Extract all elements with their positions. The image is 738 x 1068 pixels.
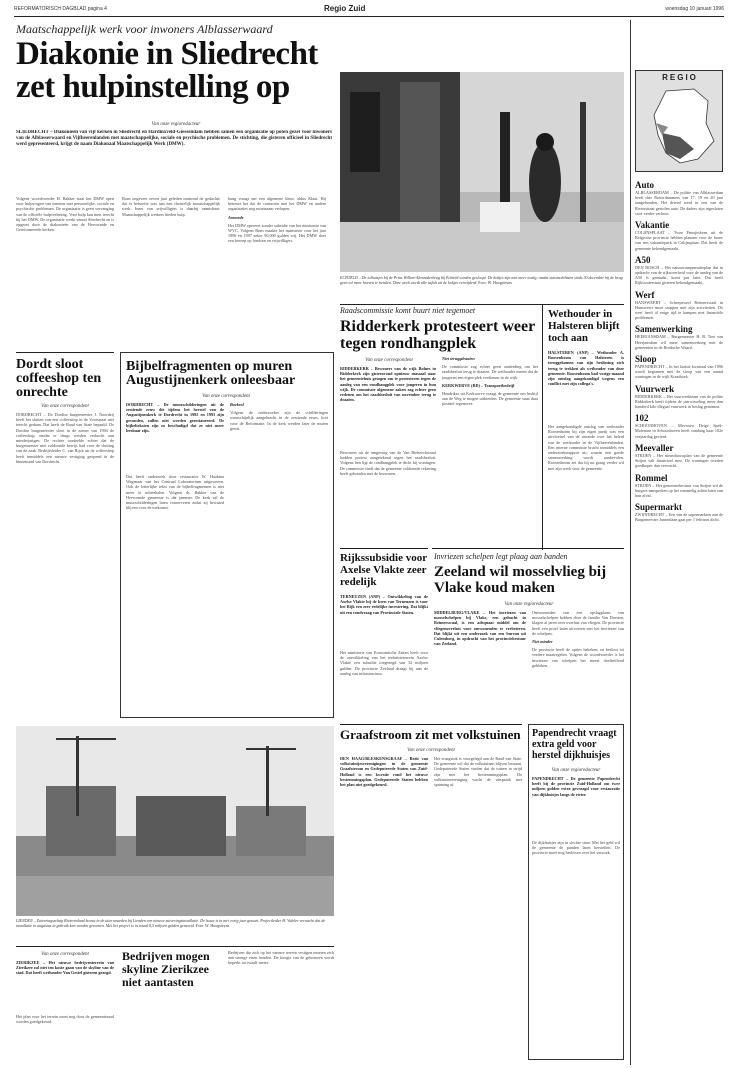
photo-tolhuisjes-credit: Foto: W. Hoogsteyns — [478, 280, 512, 285]
divider-graafstroom — [340, 724, 522, 725]
bijbel-subhead: Boekrol — [230, 402, 244, 407]
sidebar-news-title: Supermarkt — [635, 502, 682, 513]
lead-body-col3 — [228, 196, 326, 346]
sidebar-news-title: A50 — [635, 254, 651, 265]
sidebar-news-text: SCHOONHOVEN – Mevrouw Deige Spek-Molenaar in Schoonhoven heeft vandaag haar 102e verjaardag gevierd. — [635, 423, 723, 439]
sidebar-news-item — [635, 324, 723, 350]
header-rule — [14, 16, 724, 17]
zeeland-subhead: Niet minder — [532, 639, 553, 645]
sidebar-news-text: RIDDERKERK – Het vuurwerkteam van de politie Ridderkerk heeft tijdens de jaarwisseling meer dan honderd kilo illegaal vuurwerk in beslag genomen. — [635, 393, 723, 410]
sidebar-news-text: PAPENDRECHT – In het laatste kwartaal van 1996 wordt begonnen met de sloop van een aantal woningen in de wijk Kraaihoek. — [635, 364, 723, 380]
halsteren-headline: Wethouder in Halsteren blijft toch aan — [548, 308, 620, 344]
sidebar-news-title: Samenwerking — [635, 324, 693, 335]
bijbel-col2 — [230, 402, 328, 710]
lead-headline: Diakonie in Sliedrecht zet hulpinstelling op — [16, 36, 318, 105]
coffeeshop-byline: Van onze correspondent — [41, 404, 89, 409]
zierikzee-text: Het plan voor het terrein moet nog door de gemeenteraad worden goedgekeurd. — [16, 1014, 114, 1025]
papendrecht-lead: PAPENDRECHT – De gemeente Papendrecht heeft bij de provincie Zuid-Holland om twee miljoen gulden extra gevraagd voor restauratie van dijkhuisjes langs de rivier. — [532, 776, 620, 797]
zeeland-headline: Zeeland wil mosselvlieg bij Vlake koud maken — [434, 564, 607, 596]
photo-tolhuisjes-caption — [340, 275, 624, 301]
header-center: Regio Zuid — [324, 4, 366, 13]
sidebar-news-title: Vakantie — [635, 220, 670, 231]
zeeland-text: Omwonenden van een opslagplaats van mosselschelpen hebben door de familie Van Dorsten, klagen al jaren over overlast van vliegen. De provincie heeft een proef laten uitvoeren met het invriezen van de schelpen. — [532, 610, 624, 636]
lead-body-col2 — [122, 196, 220, 346]
lead-kicker: Maatschappelijk werk voor inwoners Alblasserwaard — [16, 22, 273, 36]
sidebar-news-item — [635, 502, 723, 522]
graafstroom-headline: Graafstroom zit met volkstuinen — [340, 727, 521, 742]
divider-halsteren — [542, 304, 543, 550]
photo-lienden-caption-text: LIENDEN – Zuiveringsschap Rivierenland bouwt in de uiterwaarden bij Lienden een nieuwe zuiveringsinstallatie. De bouw is in mei vorig jaar gestart. Projectleider H. Videler verwacht dat de installatie in augustus in gebruik kan worden genomen. Met het project is in totaal 8,5 miljoen gulden gemoeid. — [16, 918, 326, 928]
sidebar-news-text: ZWIJNDRECHT – Een van de supermarkten aan de Burgemeester Jansenlaan gaat per 1 februari dicht. — [635, 512, 723, 523]
axele-lead: TERNEUZEN (ANP) – Ontwikkeling van de Axelse Vlakte bij de kern van Terneuzen is voor het Rijk een zeer redelijke investering. Dat blijkt uit een rondvraag van Provinciale Staten. — [340, 594, 428, 615]
papendrecht-text: De dijkhuisjes zijn in slechte staat. Met het geld wil de gemeente de panden laten herstellen. De provincie moet nog beslissen over het verzoek. — [532, 840, 620, 856]
ridderkerk-text: Bewoners uit de omgeving van de Van Riebeeckstraat hadden protest aangetekend tegen het raadsbesluit. Volgens hen ligt de rondhangplek te dicht bij woningen. De commissie vindt dat de gemeente voldoende rekening heeft gehouden met de bezwaren. — [340, 450, 436, 476]
zeeland-lead: MIDDELBURG/VLAKE – Het invriezen van mosselschelpen bij Vlake, een gehucht in Reimerswaal, is een adequaat middel om de vliegenoverlast voor omwonenden te verbeteren. Dat blijkt uit een onderzoek van een bureau uit Culemborg, in opdracht van het provinciebestuur van Zeeland. — [434, 610, 526, 647]
sidebar-news-item — [635, 290, 723, 321]
graafstroom-lead: DEN HAAG/BLESKENSGRAAF – Bezit van volkstuintjesverenigingen in de gemeente Graafstroom en Gedeputeerde Staten van Zuid-Holland is een kwestie rond het nieuwe bestemmingsplan. Gedeputeerde Staten hebben het plan niet goedgekeurd. — [340, 756, 428, 788]
zeeland-kicker: Invriezen schelpen legt plaag aan banden — [434, 552, 568, 561]
zierikzee-byline: Van onze correspondent — [41, 952, 89, 957]
photo-lienden-credit: Foto: W. Hoogsteyns — [195, 923, 230, 928]
halsteren-text: Het aangekondigde ontslag van wethouder Roosenboom bij zijn eigen partij was een uitvloeisel van de onvrede over het beleid van de wethouder in de Vijfheerenlanden. Een interne commissie bracht inmiddels een onderzoeksrapport uit, waarin een goede samenwerking wordt aanbevolen. Roosenboom zei dat hij nu graag verder wil met zijn werk voor de gemeente. — [548, 424, 624, 471]
photo-lienden-image — [16, 726, 334, 916]
lead-body-col1 — [16, 196, 114, 346]
photo-tolhuisjes-caption-text: ECHTELD – De tolhuisjes bij de Prins Willem-Alexanderbrug bij Echteld worden gesloopt. De hokjes zijn niet meer nodig, omdat automobilisten sinds 30 december bij de brug geen tol meer hoeven te betalen. Deze week wordt alle asfalt uit de hokjes verwijderd. — [340, 275, 623, 285]
lead-body4: Het DMW opereert zonder subsidie van het ministerie van WVC. Volgens Bons maakte het ministerie voor het jaar 1996 en 1997 zeker 90.000 gulden vrij. Het DMW doet een beroep op fondsen en vrijwilligers. — [228, 222, 326, 244]
papendrecht-headline: Papendrecht vraagt extra geld voor herstel dijkhuisjes — [532, 728, 617, 761]
sidebar-news-text: HANSWEERT – Scheepswerf Reimerswaal in Hansweert moet stoppen met zijn activiteiten. De werf heeft al enige tijd te kampen met financiële problemen. — [635, 299, 723, 321]
zierikzee-text2: Bedrijven die zich op het nieuwe terrein vestigen moeten zich aan strenge eisen houden. De hoogte van de gebouwen wordt beperkt tot twaalf meter. — [228, 950, 334, 966]
graafstroom-text: Het vraagstuk is voorgelegd aan de Raad van State. De gemeente wil dat de volkstuinen blijven bestaan. Gedeputeerde Staten vinden dat de tuinen in strijd zijn met het bestemmingsplan. De volkstuinvereniging wacht de uitspraak met spanning af. — [434, 756, 522, 788]
kerkwerve-text: Hendriksz uit Kerkwerve vraagt de gemeente om bedrijf aan de Weg te mogen uitbreiden. De gemeente staat daar positief tegenover. — [442, 391, 538, 407]
ridderkerk-text2: De commissie zag echter geen aanleiding om het raadsbesluit terug te draaien. De wethouder meent dat de jongeren een eigen plek verdienen in de wijk. — [442, 364, 538, 380]
photo-tolhuisjes-image — [340, 72, 624, 272]
sidebar-news-title: Vuurwerk — [635, 383, 675, 394]
ridderkerk-headline: Ridderkerk protesteert weer tegen rondhangplek — [340, 318, 535, 352]
sidebar-news-item — [635, 384, 723, 410]
sidebar-news-item — [635, 354, 723, 380]
axele-text: Het ministerie van Economische Zaken heeft voor de ontwikkeling van het industrieterrein Axelse Vlakte een subsidie toegezegd van 32 miljoen gulden. De provincie Zeeland draagt bij aan de aanleg van infrastructuur. — [340, 650, 428, 676]
header-right: woensdag 10 januari 1996 — [665, 6, 724, 12]
sidebar-news-text: ALBLASSERDAM – De politie van Alblasserdam heeft drie Rotterdammers van 17, 19 en 20 jaar aangehouden. Het drietal werd in een van de Rivierstraat gestolen auto. De daders zijn ingesloten voor verder verhoor. — [635, 190, 723, 216]
sidebar-news-title: Sloop — [635, 354, 657, 365]
photo-lienden-caption — [16, 918, 334, 944]
coffeeshop-headline: Dordt sloot coffeeshop ten onrechte — [16, 357, 102, 400]
divider-zierikzee — [16, 946, 334, 947]
graafstroom-byline: Van onze correspondent — [407, 748, 455, 753]
sidebar-news-item — [635, 180, 723, 216]
photo-lienden — [16, 726, 334, 916]
divider-zeeland — [432, 548, 624, 549]
zeeland-col2 — [532, 610, 624, 720]
sidebar-list — [635, 180, 723, 523]
bijbel-text2: Volgens de onderzoeker zijn de schilderingen waarschijnlijk aangebracht in de zestiende eeuw, kort voor de Reformatie. In de kerk werden later de muren gewit. — [230, 410, 328, 431]
zierikzee-lead: ZIERIKZEE – Het nieuwe bedrijventerrein van Zierikzee zal niet ten koste gaan van de skyline van de stad. Dat heeft wethouder Van Gestel gisteren gezegd. — [16, 960, 114, 976]
axele-headline: Rijkssubsidie voor Axelse Vlakte zeer redelijk — [340, 552, 427, 588]
header-left: REFORMATORISCH DAGBLAD pagina 4 — [14, 6, 107, 12]
kerkwerve-head: KERKWERVE (RD) – Transportbedrijf — [442, 382, 515, 388]
lead-body3: bang vraagt om een algemene kleur, aldus Klaai. Hij betreurt het dat de contacten met het DMW en andere organisaties nog moeizaam verlopen. — [228, 196, 326, 212]
region-map — [635, 70, 723, 172]
map-label: REGIO — [662, 73, 698, 82]
papendrecht-byline: Van onze regioredacteur — [551, 768, 601, 773]
ridderkerk-byline: Van onze correspondent — [365, 358, 413, 363]
sidebar-news-title: Meevaller — [635, 442, 674, 453]
sidebar-news-item — [635, 220, 723, 251]
sidebar-news-title: Rommel — [635, 472, 668, 483]
coffeeshop-text: DORDRECHT – De Dordtse burgemeester J. Noordzij heeft het sluiten van een coffeeshop in de Voorstraat niet terecht gedaan. Dat heeft de Raad van State bepaald. De Dordtse burgemeester sloot in de zomer van 1994 de coffeeshop, omdat er drugs werden verkocht aan minderjarigen. De rechter oordeelde echter dat de burgemeester niet voldoende bewijs had voor de sluiting van de zaak. Bedrijfsleider C. van Rijck uit de coffeeshop heeft inmiddels een nieuwe vestiging geopend in de binnenstad van Dordrecht. — [16, 412, 114, 464]
lead-body2: Bons ongeveer zeven jaar geleden ontstond de gedachte dat er behoefte was aan een christelijk maatschappelijk werk. Inzet van vrijwilligers is daarbij onmisbaar. Maatschappelijk werkers bieden hulp. — [122, 196, 220, 217]
bijbel-text: Dat heeft onderzoek door restaurator W. Haakma Wagenaar van het Centraal Laboratorium uitgewezen. Ook de letterlijke tekst van de bijbelfragmenten is niet meer te achterhalen. Volgens ds. Bakker van de Hervormde gemeente is dat jammer. De kerk zal de muurschilderingen laten conserveren zodat zij bewaard blijven voor de toekomst. — [126, 474, 224, 511]
sidebar-news-item — [635, 443, 723, 469]
zeeland-text2: De provincie heeft de opties bekeken, en besloot tot verdere maatregelen. Volgens de woordvoerder is het invriezen van schelpen het meest doeltreffend gebleken. — [532, 647, 624, 668]
divider-coffeeshop — [16, 352, 114, 353]
zierikzee-headline: Bedrijven mogen skyline Zierikzee niet aantasten — [122, 949, 210, 989]
page-header — [14, 4, 724, 16]
sidebar-news-item — [635, 473, 723, 499]
bijbel-intro: DORDRECHT – De muurschilderingen uit de zestiende eeuw die tijdens het herstel van de Augustijnenkerk te Dordrecht in 1992 en 1993 zijn gevonden, zullen niet worden gerestaureerd. De bijbelteksten zijn zo beschadigd dat ze niet meer leesbaar zijn. — [126, 402, 224, 434]
photo-tolhuisjes — [340, 72, 624, 272]
netherlands-map-icon — [636, 83, 724, 171]
sidebar-news-item — [635, 413, 723, 439]
sidebar-items — [635, 180, 723, 1060]
sidebar — [630, 20, 724, 1065]
divider-ridderkerk — [340, 304, 624, 305]
lead-body1: Volgens woordvoerder H. Bakker staat het DMW open voor hulpvragen van mensen met persoonlijke, sociale en psychische problemen. De organisatie is geen vervanging van de officiële hulpverlening. Voor hulp kan men terecht bij het DMW. De organisatie werkt vanuit Sliedrecht en is opgezet door de diakonieën van de Hervormde en Gereformeerde kerken. — [16, 196, 114, 233]
sidebar-news-text: HEERJANSDAM – Burgemeester H. B. Toet van Heerjansdam wil meer samenwerking met de gemeenten in de Hoeksche Waard. — [635, 334, 723, 350]
lead-intro: SLIEDRECHT – Diakonieën van vijf kerken in Sliedrecht en Hardinxveld-Giessendam hebben samen een organisatie op poten gezet voor inwoners van de Alblasserwaard en Vijfheerenlanden met maatschappelijke, sociale en psychische problemen. De stichting, die gisteren officieel in Sliedrecht werd gepresenteerd, krijgt de naam Diakonaal Maatschappelijk Werk (DMW). — [16, 130, 332, 147]
halsteren-lead: HALSTEREN (ANP) – Wethouder A. Roosenboom van Halsteren is teruggekomen van zijn beslissing zich terug te trekken als wethouder van deze gemeente. Roosenboom had vorige maand zijn ontslag aangekondigd wegens een conflict met zijn collega's. — [548, 350, 624, 387]
ridderkerk-kicker: Raadscommissie komt buurt niet tegemoet — [340, 306, 476, 315]
sidebar-news-item — [635, 255, 723, 286]
divider-axele — [340, 548, 428, 549]
sidebar-news-title: Auto — [635, 180, 655, 190]
bijbel-headline: Bijbelfragmenten op muren Augustijnenkerk onleesbaar — [126, 359, 296, 388]
sidebar-news-text: DEN BOSCH – Het natuurcompensatieplan dat in opdracht van de rijksoverheid voor de aanleg van de A50 is gemaakt, komt pas later. Dat heeft Rijkswaterstaat gisteren bekendgemaakt. — [635, 264, 723, 286]
lead-byline: Van onze regioredacteur — [151, 122, 201, 127]
sidebar-news-title: Werf — [635, 289, 655, 300]
ridderkerk-lead: RIDDERKERK – Bewoners van de wijk Bolnes in Ridderkerk zijn gisteravond opnieuw massaal naar het gemeentehuis getogen om te protesteren tegen de aanleg van een rondhangplek voor jongeren in hun wijk. De commissie algemene zaken zag echter geen redenen om het raadsbesluit van november terug te draaien. — [340, 366, 436, 403]
zeeland-byline: Van onze regioredacteur — [504, 602, 554, 607]
ridderkerk-col2 — [442, 356, 538, 544]
lead-subhead: Armoede — [228, 214, 244, 220]
sidebar-news-text: STRIJEN – Het nieuwbouwplan van de gemeente Strijen valt financieel mee. De woningen worden goedkoper dan verwacht. — [635, 452, 723, 469]
sidebar-news-text: STRIJEN – Het gemeentebestuur van Strijen wil de burgers aanspreken op het rommelig achterlaten van hun afval. — [635, 482, 723, 498]
ridderkerk-subhead: Niet teruggdraaien — [442, 356, 475, 361]
bijbel-byline: Van onze correspondent — [202, 394, 250, 399]
sidebar-news-text: COLIJNSPLAAT – Twee Prinsjeskens uit de Belgische provincie hebben plannen voor de bouw van een vakantiepark in Colijnsplaat. Dat heeft de gemeente bekendgemaakt. — [635, 230, 723, 251]
sidebar-news-title: 102 — [635, 413, 649, 424]
